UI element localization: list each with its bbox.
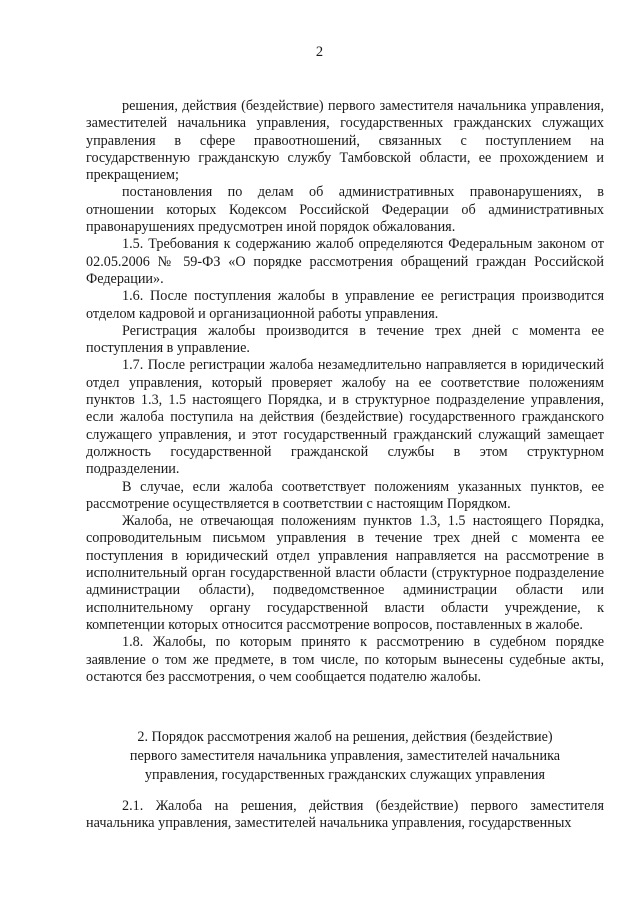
- section-heading-line-1: 2. Порядок рассмотрения жалоб на решения, действия (бездействие): [137, 729, 553, 745]
- paragraph-noncompliant-complaint: Жалоба, не отвечающая положениям пунктов 1.3, 1.5 настоящего Порядка, сопроводительным письмом управления в течение трех дней с момента ее поступления в юридический отдел управления направляется на рассмотрение в исполнительный орган государственной власти области (структурное подразделение администрации области), подведомственное администрации области или исполнительному органу государственной власти области учреждение, к компетенции которых относится рассмотрение вопросов, поставленных в жалобе.: [86, 513, 604, 633]
- section-2-body: [86, 798, 604, 833]
- paragraph-1-5: 1.5. Требования к содержанию жалоб определяются Федеральным законом от 02.05.2006 № 59-ФЗ «О порядке рассмотрения обращений граждан Российской Федерации».: [86, 236, 604, 287]
- section-heading-line-3: управления, государственных гражданских служащих управления: [144, 767, 546, 783]
- paragraph-registration: Регистрация жалобы производится в течение трех дней с момента ее поступления в управление.: [86, 322, 604, 357]
- paragraph-decisions-actions: решения, действия (бездействие) первого заместителя начальника управления, заместителей начальника управления, государственных гражданских служащих управления в сфере правоотношений, связанных с поступлением на государственную гражданскую службу Тамбовской области, ее прохождением и прекращением;: [86, 98, 604, 184]
- section-heading: [86, 728, 604, 785]
- paragraph-1-6: 1.6. После поступления жалобы в управление ее регистрация производится отделом кадровой и организационной работы управления.: [86, 288, 604, 322]
- paragraph-1-7: 1.7. После регистрации жалоба незамедлительно направляется в юридический отдел управления, который проверяет жалобу на ее соответствие положениям пунктов 1.3, 1.5 настоящего Порядка, и в структурное подразделение управления, если жалоба поступила на действия (бездействие) государственного гражданского служащего управления, и этот государственный гражданский служащий замещает должность государственной гражданской службы в этом структурном подразделении.: [86, 357, 604, 478]
- page-number: 2: [315, 44, 324, 60]
- paragraph-1-8: 1.8. Жалобы, по которым принято к рассмотрению в судебном порядке заявление о том же предмете, в том числе, по которым вынесены судебные акты, остаются без рассмотрения, о чем сообщается подателю жалобы.: [86, 634, 604, 685]
- document-body: [86, 98, 604, 686]
- paragraph-2-1: 2.1. Жалоба на решения, действия (бездействие) первого заместителя начальника управления, заместителей начальника управления, государственных: [86, 798, 604, 832]
- paragraph-compliance: В случае, если жалоба соответствует положениям указанных пунктов, ее рассмотрение осуществляется в соответствии с настоящим Порядком.: [86, 478, 604, 512]
- section-heading-line-2: первого заместителя начальника управления, заместителей начальника: [129, 748, 561, 764]
- paragraph-administrative-offenses: постановления по делам об административных правонарушениях, в отношении которых Кодексом Российской Федерации об административных правонарушениях предусмотрен иной порядок обжалования.: [86, 184, 604, 236]
